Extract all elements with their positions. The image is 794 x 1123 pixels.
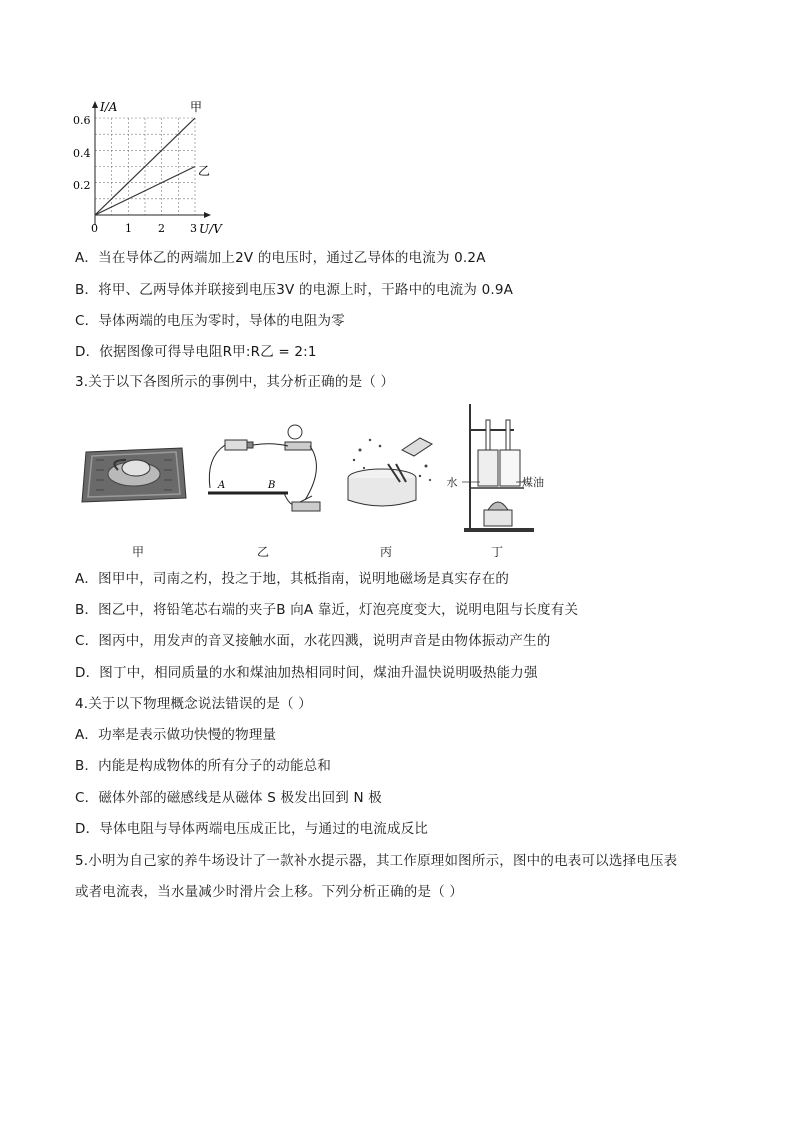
q3-option-b: B．图乙中，将铅笔芯右端的夹子B 向A 靠近，灯泡亮度变大，说明电阻与长度有关 [75, 602, 579, 618]
y-axis-arrow [92, 101, 98, 108]
x-axis-label: U/V [199, 222, 222, 236]
q3-stem: 3.关于以下各图所示的事例中，其分析正确的是（ ） [75, 374, 395, 390]
heating-apparatus-figure [448, 400, 548, 535]
q5-stem-line1: 5.小明为自己家的养牛场设计了一款补水提示器，其工作原理如图所示，图中的电表可以选择电压表 [75, 853, 678, 869]
line-label-yi: 乙 [198, 164, 211, 178]
q5-stem-line2: 或者电流表，当水量减少时滑片会上移。下列分析正确的是（ ） [75, 884, 464, 900]
q2-option-c: C．导体两端的电压为零时，导体的电阻为零 [75, 313, 345, 329]
q3-option-c: C．图丙中，用发声的音叉接触水面，水花四溅，说明声音是由物体振动产生的 [75, 633, 551, 649]
q4-option-c: C．磁体外部的磁感线是从磁体 S 极发出回到 N 极 [75, 790, 382, 806]
tuning-fork-figure [340, 430, 440, 515]
sinan-compass-figure [78, 430, 190, 510]
y-tick-0.2: 0.2 [73, 179, 91, 192]
x-tick-2: 2 [158, 222, 165, 235]
q3-option-a: A．图甲中，司南之杓，投之于地，其柢指南，说明地磁场是真实存在的 [75, 571, 510, 587]
q4-option-d: D．导体电阻与导体两端电压成正比，与通过的电流成反比 [75, 821, 429, 837]
x-tick-1: 1 [125, 222, 132, 235]
q2-option-b: B．将甲、乙两导体并联接到电压3V 的电源上时，干路中的电流为 0.9A [75, 282, 514, 298]
q3-option-d: D．图丁中，相同质量的水和煤油加热相同时间，煤油升温快说明吸热能力强 [75, 665, 538, 681]
line-label-jia: 甲 [190, 100, 203, 114]
y-tick-0.6: 0.6 [73, 114, 91, 127]
circuit-figure [200, 418, 330, 523]
caption-bing: 丙 [379, 545, 392, 559]
caption-jia: 甲 [131, 545, 144, 559]
y-tick-0.4: 0.4 [73, 147, 91, 160]
y-axis-label: I/A [100, 100, 118, 114]
x-tick-0: 0 [91, 222, 98, 235]
q2-option-a: A．当在导体乙的两端加上2V 的电压时，通过乙导体的电流为 0.2A [75, 250, 486, 266]
x-tick-3: 3 [190, 222, 197, 235]
label-water: 水 [446, 476, 458, 489]
q2-option-d: D．依据图像可得导电阻R甲:R乙 = 2:1 [75, 344, 317, 360]
caption-yi: 乙 [256, 545, 269, 559]
label-kerosene: 煤油 [522, 476, 544, 489]
point-a-label: A [218, 480, 226, 491]
iu-graph [70, 95, 240, 240]
point-b-label: B [268, 480, 276, 491]
q4-stem: 4.关于以下物理概念说法错误的是（ ） [75, 696, 312, 712]
q4-option-a: A．功率是表示做功快慢的物理量 [75, 727, 277, 743]
q4-option-b: B．内能是构成物体的所有分子的动能总和 [75, 758, 332, 774]
caption-ding: 丁 [490, 545, 503, 559]
x-axis-arrow [204, 212, 211, 218]
